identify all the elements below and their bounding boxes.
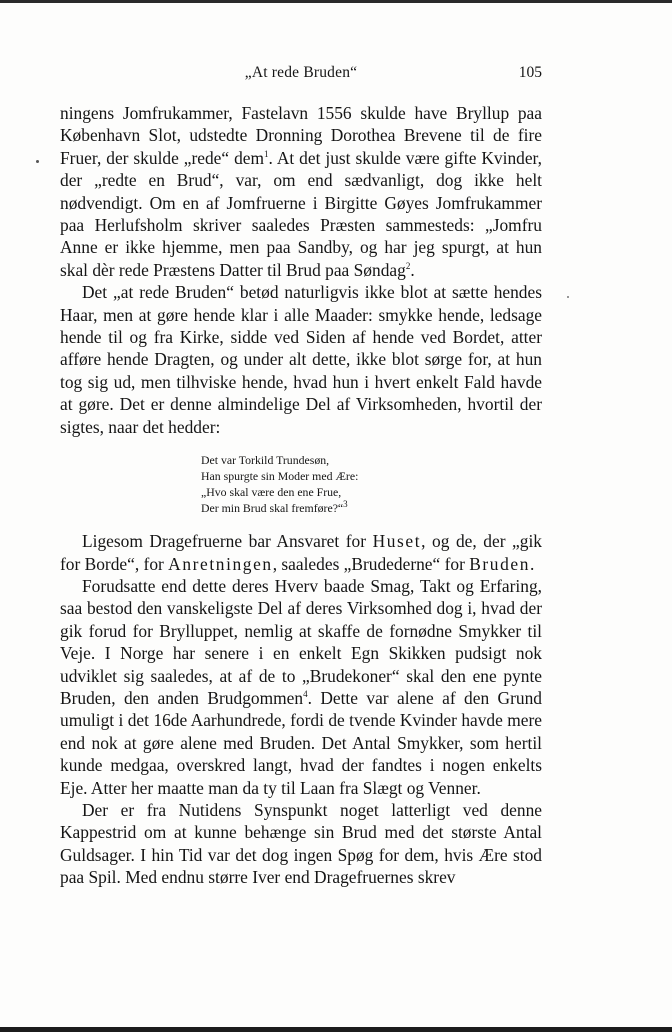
footnote-ref: 3 <box>343 499 348 510</box>
paragraph-text: ningens Jomfrukammer, Fastelavn 1556 skulde have Bryllup paa København Slot, udstedte Dronning Dorothea Brevene til de fire Fruer, der skulde „rede“ dem <box>60 103 542 168</box>
verse-line: Det var Torkild Trundesøn, <box>201 453 330 468</box>
running-title: „At rede Bruden“ <box>244 64 358 81</box>
paragraph-text: , og de, der „gik for Borde“, for <box>60 531 542 574</box>
footnote-ref: 2 <box>405 261 411 272</box>
body-text <box>60 102 542 889</box>
paragraph-text: . Dette var alene af den Grund umuligt i det 16de Aarhundrede, fordi de tvende Kvinder havde mere end nok at gøre alene med Bruden. Det Antal Smykker, som hertil kunde medgaa, overskred langt, hvad der fandtes i nogen enkelts Eje. Atter her maatte man da ty til Laan fra Slægt og Venner. <box>60 687 542 798</box>
margin-speck <box>36 160 39 163</box>
margin-speck <box>567 296 569 298</box>
verse-quote <box>201 452 542 516</box>
verse-line: Han spurgte sin Moder med Ære: <box>201 469 359 484</box>
paragraph-text: Der er fra Nutidens Synspunkt noget latterligt ved denne Kappestrid om at kunne behænge sin Brud med det største Antal Guldsager. I hin Tid var det dog ingen Spøg for dem, hvis Ære stod paa Spil. Med endnu større Iver end Dragefruernes skrev <box>60 799 542 888</box>
emphasis-text: Anretningen <box>168 553 273 574</box>
emphasis-text: Huset <box>372 531 422 552</box>
verse-line: „Hvo skal være den ene Frue, <box>201 485 342 500</box>
paragraph-5 <box>60 799 542 889</box>
scan-edge-top <box>0 0 672 3</box>
verse-line-text: Der min Brud skal fremføre?“ <box>201 501 344 516</box>
page-number: 105 <box>518 64 542 81</box>
page-header <box>60 60 542 88</box>
footnote-ref: 1 <box>264 149 269 160</box>
paragraph-3 <box>60 530 542 575</box>
paragraph-2 <box>60 281 542 438</box>
verse-line <box>201 500 542 516</box>
scan-edge-bottom <box>0 1027 672 1032</box>
paragraph-1 <box>60 102 542 281</box>
paragraph-text: . At det just skulde være gifte Kvinder, der „redte en Brud“, var, om end sædvanligt, dog ikke helt nødvendigt. Om en af Jomfruerne i Birgitte Gøyes Jomfrukammer paa Herlufsholm skriver saaledes Præsten sammesteds: „Jomfru Anne er ikke hjemme, men paa Sandby, og har jeg spurgt, at hun skal dèr rede Præstens Datter til Brud paa Søndag <box>60 147 542 280</box>
paragraph-text: Forudsatte end dette deres Hverv baade Smag, Takt og Erfaring, saa bestod den vanskeligste Del af deres Virksomhed dog i, hvad der gik forud for Brylluppet, nemlig at skaffe de fornødne Smykker til Veje. I Norge har senere i en enkelt Egn Skikken pudsigt nok udviklet sig saaledes, at af de to „Brudekoner“ skal den ene pynte Bruden, den anden Brudgommen <box>60 575 542 708</box>
paragraph-text: Det „at rede Bruden“ betød naturligvis ikke blot at sætte hendes Haar, men at gøre hende klar i alle Maader: smykke hende, ledsage hende til og fra Kirke, sidde ved Siden af hende ved Bordet, atter afføre hende Dragten, og under alt dette, ikke blot sørge for, at hun tog sig ud, men tilhviske hende, hvad hun i hvert enkelt Fald havde at gøre. Det er denne almindelige Del af Virksomheden, hvortil der sigtes, naar det hedder: <box>60 282 542 437</box>
paragraph-text: . <box>530 553 535 574</box>
emphasis-text: Bruden <box>469 553 531 574</box>
paragraph-4 <box>60 575 542 799</box>
paragraph-text: Ligesom Dragefruerne bar Ansvaret for <box>82 531 373 552</box>
paragraph-text: . <box>410 259 415 280</box>
footnote-ref: 4 <box>303 689 308 700</box>
paragraph-text: , saaledes „Brudederne“ for <box>272 553 470 574</box>
